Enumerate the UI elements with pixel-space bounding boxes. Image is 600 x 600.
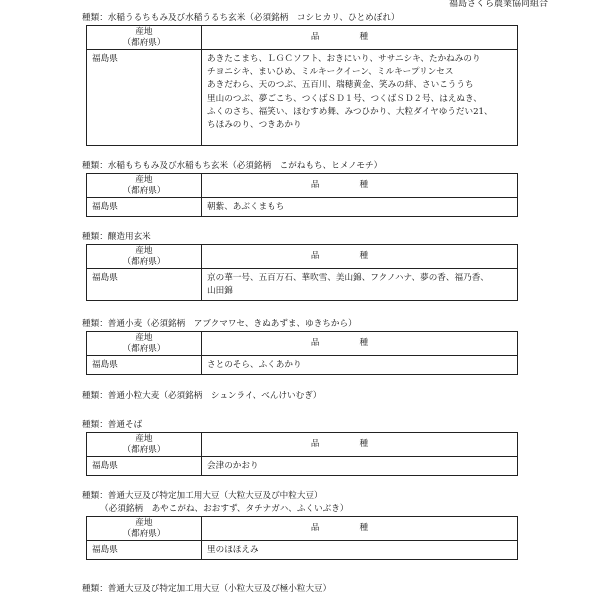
table-header-row — [87, 26, 518, 50]
variety-line: 里のほほえみ — [207, 545, 259, 555]
section-soybean-small — [82, 583, 522, 596]
area-header — [87, 174, 202, 198]
section-mochi-rice — [82, 160, 522, 217]
table-header-row — [87, 245, 518, 269]
table-row — [87, 541, 518, 560]
variety-table — [86, 173, 518, 217]
variety-header: 品種 — [202, 332, 518, 356]
area-cell: 福島県 — [87, 541, 202, 560]
variety-cell — [202, 198, 518, 217]
area-header — [87, 517, 202, 541]
table-row — [87, 269, 518, 301]
variety-line: あきだわら、天のつぶ、五百川、瑞穂黄金、笑みの絆、さいこううち — [207, 80, 474, 91]
area-header-line: （都府県） — [122, 343, 166, 354]
table-row — [87, 356, 518, 375]
variety-line: さとのそら、ふくあかり — [207, 360, 302, 370]
area-cell: 福島県 — [87, 198, 202, 217]
variety-line: 朝紫、あぶくまもち — [207, 202, 285, 212]
area-header-line: 産地 — [135, 246, 153, 256]
section-brewing-rice — [82, 231, 522, 301]
variety-table — [86, 516, 518, 560]
organization-name: 福島さくら農業協同組合 — [448, 0, 548, 9]
variety-line: ふくのさち、福笑い、ほむすめ舞、みつひかり、大粒ダイヤゆうだい21、 — [207, 106, 493, 117]
area-header — [87, 332, 202, 356]
area-header-line: （都府県） — [122, 444, 166, 455]
area-header-line: 産地 — [135, 333, 153, 343]
variety-cell — [202, 541, 518, 560]
area-header — [87, 433, 202, 457]
section-small-barley — [82, 390, 522, 403]
section-soybean-large — [82, 490, 522, 560]
variety-header: 品種 — [202, 433, 518, 457]
section-heading: 種類：水稲うるちもみ及び水稲うるち玄米（必須銘柄 コシヒカリ、ひとめぼれ） — [82, 13, 400, 23]
area-cell: 福島県 — [87, 457, 202, 476]
variety-table — [86, 331, 518, 375]
variety-line: 京の華一号、五百万石、華吹雪、美山錦、フクノハナ、夢の香、福乃香、 — [207, 273, 489, 283]
variety-table — [86, 432, 518, 476]
table-header-row — [87, 332, 518, 356]
section-buckwheat — [82, 419, 522, 476]
section-heading: 種類：普通そば — [82, 420, 143, 430]
section-heading: 種類：水稲もちもみ及び水稲もち玄米（必須銘柄 こがねもち、ヒメノモチ） — [82, 161, 383, 171]
variety-line: 山田錦 — [207, 286, 233, 297]
variety-cell — [202, 50, 518, 146]
section-subheading: （必須銘柄 あやこがね、おおすず、タチナガハ、ふくいぶき） — [100, 504, 349, 514]
variety-table — [86, 25, 518, 146]
area-header-line: 産地 — [135, 175, 153, 185]
variety-header: 品種 — [202, 517, 518, 541]
variety-table — [86, 244, 518, 301]
variety-line: 里山のつぶ、夢ごこち、つくばＳＤ１号、つくばＳＤ２号、はえぬき、 — [207, 93, 482, 104]
variety-cell — [202, 356, 518, 375]
area-header-line: （都府県） — [122, 37, 166, 48]
variety-line: チヨニシキ、まいひめ、ミルキークイーン、ミルキープリンセス — [207, 67, 454, 78]
table-header-row — [87, 433, 518, 457]
table-row — [87, 50, 518, 146]
variety-line: ちほみのり、つきあかり — [207, 120, 302, 131]
table-header-row — [87, 174, 518, 198]
area-header-line: 産地 — [135, 27, 153, 37]
section-heading: 種類：普通大豆及び特定加工用大豆（大粒大豆及び中粒大豆） — [82, 491, 323, 501]
variety-header: 品種 — [202, 245, 518, 269]
section-heading: 種類：普通小粒大麦（必須銘柄 シュンライ、べんけいむぎ） — [82, 391, 322, 401]
section-wheat — [82, 318, 522, 375]
variety-header: 品種 — [202, 26, 518, 50]
variety-header: 品種 — [202, 174, 518, 198]
variety-line: あきたこまち、ＬＧＣソフト、おきにいり、ササニシキ、たかねみのり — [207, 54, 481, 64]
area-header-line: （都府県） — [122, 528, 166, 539]
area-cell: 福島県 — [87, 269, 202, 301]
section-heading: 種類：普通小麦（必須銘柄 アブクマワセ、きぬあずま、ゆきちから） — [82, 319, 357, 329]
area-header-line: （都府県） — [122, 256, 166, 267]
area-cell: 福島県 — [87, 356, 202, 375]
section-uruchi-rice — [82, 12, 522, 146]
section-heading: 種類：普通大豆及び特定加工用大豆（小粒大豆及び極小粒大豆） — [82, 584, 332, 594]
area-header-line: （都府県） — [122, 185, 166, 196]
area-header-line: 産地 — [135, 434, 153, 444]
area-cell: 福島県 — [87, 50, 202, 146]
area-header — [87, 26, 202, 50]
table-row — [87, 457, 518, 476]
section-heading: 種類：醸造用玄米 — [82, 232, 151, 242]
variety-cell — [202, 457, 518, 476]
table-header-row — [87, 517, 518, 541]
area-header-line: 産地 — [135, 518, 153, 528]
variety-cell — [202, 269, 518, 301]
variety-line: 会津のかおり — [207, 461, 259, 471]
table-row — [87, 198, 518, 217]
area-header — [87, 245, 202, 269]
